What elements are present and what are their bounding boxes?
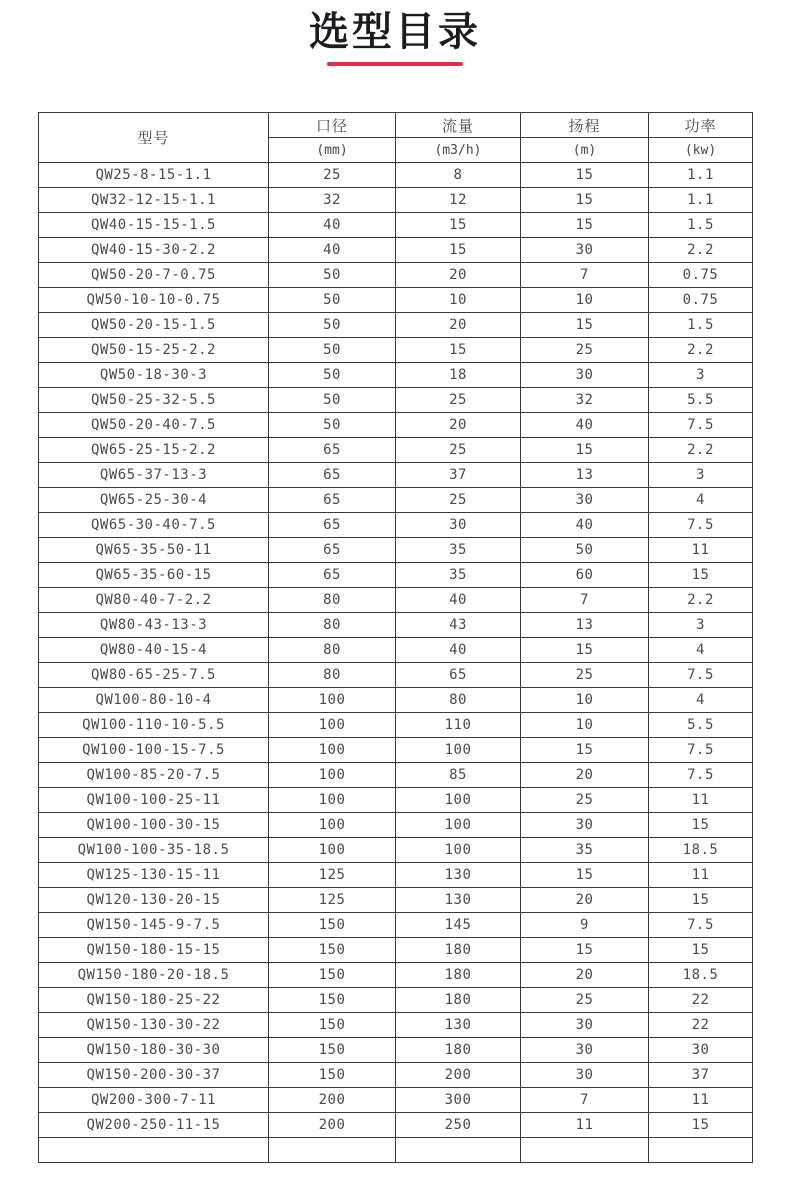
cell-flow: 18 [396,363,521,388]
cell-power: 1.5 [649,213,753,238]
cell-flow: 25 [396,488,521,513]
cell-model: QW65-35-60-15 [39,563,269,588]
table-row [39,613,753,638]
cell-flow: 85 [396,763,521,788]
table-row [39,988,753,1013]
cell-head: 25 [521,988,649,1013]
table-row [39,313,753,338]
cell-diameter: 25 [269,163,396,188]
cell-head: 10 [521,288,649,313]
cell-head: 13 [521,463,649,488]
cell-model: QW150-180-30-30 [39,1038,269,1063]
cell-power: 30 [649,1038,753,1063]
cell-head: 15 [521,313,649,338]
cell-head: 7 [521,263,649,288]
cell-power: 15 [649,563,753,588]
cell-head: 30 [521,1038,649,1063]
cell-flow: 180 [396,963,521,988]
cell-diameter: 50 [269,288,396,313]
table-row [39,763,753,788]
cell-model: QW80-65-25-7.5 [39,663,269,688]
cell-power: 18.5 [649,838,753,863]
cell-flow: 100 [396,838,521,863]
cell-diameter: 100 [269,688,396,713]
table-header [39,113,753,163]
title-underline [327,62,463,66]
cell-diameter: 150 [269,938,396,963]
header-power: 功率 [649,113,753,138]
cell-power: 7.5 [649,513,753,538]
cell-diameter: 100 [269,713,396,738]
cell-head: 30 [521,363,649,388]
cell-flow: 43 [396,613,521,638]
cell-model: QW40-15-30-2.2 [39,238,269,263]
selection-table [38,112,753,1163]
cell-model: QW150-200-30-37 [39,1063,269,1088]
cell-power: 1.1 [649,163,753,188]
table-row [39,638,753,663]
cell-model: QW65-37-13-3 [39,463,269,488]
cell-flow: 20 [396,263,521,288]
cell-head: 15 [521,738,649,763]
cell-flow: 200 [396,1063,521,1088]
cell-flow: 37 [396,463,521,488]
table-row [39,388,753,413]
cell-head: 25 [521,663,649,688]
table-row [39,513,753,538]
cell-diameter: 150 [269,913,396,938]
cell-head: 15 [521,213,649,238]
cell-head: 40 [521,513,649,538]
page-title: 选型目录 [309,9,481,55]
cell-flow: 100 [396,813,521,838]
cell-diameter: 150 [269,988,396,1013]
cell-power: 2.2 [649,588,753,613]
cell-power: 5.5 [649,388,753,413]
table-row [39,463,753,488]
cell-power: 0.75 [649,288,753,313]
cell-flow: 40 [396,588,521,613]
cell-diameter: 65 [269,488,396,513]
table-row [39,288,753,313]
cell-power [649,1138,753,1163]
cell-head: 10 [521,713,649,738]
table-row [39,213,753,238]
cell-model: QW40-15-15-1.5 [39,213,269,238]
cell-model: QW80-43-13-3 [39,613,269,638]
cell-diameter: 150 [269,963,396,988]
cell-model: QW100-85-20-7.5 [39,763,269,788]
header-head: 扬程 [521,113,649,138]
cell-flow: 8 [396,163,521,188]
table-row [39,363,753,388]
cell-model: QW125-130-15-11 [39,863,269,888]
cell-model: QW100-110-10-5.5 [39,713,269,738]
cell-power: 1.5 [649,313,753,338]
cell-flow: 35 [396,563,521,588]
cell-model: QW100-100-15-7.5 [39,738,269,763]
cell-head: 30 [521,238,649,263]
table-row [39,438,753,463]
cell-diameter: 150 [269,1063,396,1088]
cell-model: QW100-100-35-18.5 [39,838,269,863]
cell-head: 30 [521,1013,649,1038]
cell-model: QW50-10-10-0.75 [39,288,269,313]
cell-model: QW50-20-15-1.5 [39,313,269,338]
cell-head: 15 [521,438,649,463]
table-row [39,663,753,688]
cell-model: QW65-30-40-7.5 [39,513,269,538]
cell-head: 15 [521,638,649,663]
table-row [39,563,753,588]
cell-power: 3 [649,463,753,488]
cell-power: 11 [649,788,753,813]
table-row [39,588,753,613]
cell-diameter: 50 [269,313,396,338]
cell-flow: 80 [396,688,521,713]
cell-head: 10 [521,688,649,713]
cell-flow: 110 [396,713,521,738]
table-row-clipped [39,1138,753,1163]
header-power-unit: (kw) [649,138,753,163]
cell-model: QW50-20-40-7.5 [39,413,269,438]
cell-power: 37 [649,1063,753,1088]
cell-diameter: 40 [269,213,396,238]
cell-flow: 180 [396,1038,521,1063]
cell-flow: 130 [396,888,521,913]
cell-power: 4 [649,488,753,513]
cell-head: 13 [521,613,649,638]
cell-flow: 15 [396,213,521,238]
cell-diameter: 65 [269,438,396,463]
cell-flow: 10 [396,288,521,313]
cell-power: 7.5 [649,413,753,438]
cell-diameter: 50 [269,263,396,288]
cell-model: QW65-35-50-11 [39,538,269,563]
cell-power: 7.5 [649,663,753,688]
cell-flow: 15 [396,238,521,263]
cell-diameter: 80 [269,613,396,638]
cell-flow: 180 [396,938,521,963]
table-row [39,738,753,763]
cell-diameter: 125 [269,863,396,888]
header-label-row [39,113,753,138]
cell-diameter: 80 [269,638,396,663]
cell-diameter: 100 [269,738,396,763]
cell-head: 20 [521,888,649,913]
header-flow: 流量 [396,113,521,138]
cell-diameter: 32 [269,188,396,213]
cell-flow: 12 [396,188,521,213]
table-row [39,1063,753,1088]
cell-model: QW50-18-30-3 [39,363,269,388]
cell-model: QW80-40-7-2.2 [39,588,269,613]
table-row [39,1088,753,1113]
cell-power: 2.2 [649,338,753,363]
cell-model: QW150-180-15-15 [39,938,269,963]
header-flow-unit: (m3/h) [396,138,521,163]
cell-head: 25 [521,788,649,813]
cell-power: 22 [649,1013,753,1038]
table-row [39,963,753,988]
table-row [39,1113,753,1138]
cell-flow: 100 [396,788,521,813]
cell-head: 25 [521,338,649,363]
cell-model: QW65-25-15-2.2 [39,438,269,463]
cell-power: 1.1 [649,188,753,213]
cell-power: 11 [649,1088,753,1113]
cell-power: 7.5 [649,738,753,763]
cell-diameter: 80 [269,663,396,688]
cell-diameter: 65 [269,463,396,488]
cell-power: 11 [649,538,753,563]
cell-head: 40 [521,413,649,438]
cell-power: 3 [649,613,753,638]
cell-flow: 20 [396,313,521,338]
cell-model: QW150-180-25-22 [39,988,269,1013]
cell-diameter: 150 [269,1013,396,1038]
cell-model: QW200-250-11-15 [39,1113,269,1138]
cell-head: 20 [521,763,649,788]
cell-power: 4 [649,638,753,663]
cell-diameter: 100 [269,838,396,863]
cell-head: 7 [521,1088,649,1113]
table-row [39,888,753,913]
cell-model [39,1138,269,1163]
cell-model: QW50-20-7-0.75 [39,263,269,288]
cell-power: 4 [649,688,753,713]
cell-flow: 25 [396,438,521,463]
cell-model: QW65-25-30-4 [39,488,269,513]
table-row [39,238,753,263]
cell-head: 35 [521,838,649,863]
cell-model: QW100-100-30-15 [39,813,269,838]
cell-power: 3 [649,363,753,388]
table-row [39,913,753,938]
cell-head: 60 [521,563,649,588]
cell-power: 15 [649,813,753,838]
cell-power: 22 [649,988,753,1013]
cell-model: QW50-25-32-5.5 [39,388,269,413]
cell-diameter: 50 [269,413,396,438]
cell-diameter: 50 [269,388,396,413]
header-model: 型号 [39,113,269,163]
cell-diameter: 65 [269,563,396,588]
cell-head: 15 [521,938,649,963]
table-row [39,813,753,838]
cell-power: 15 [649,938,753,963]
cell-head: 50 [521,538,649,563]
cell-diameter: 40 [269,238,396,263]
cell-head: 15 [521,163,649,188]
cell-model: QW32-12-15-1.1 [39,188,269,213]
cell-model: QW150-180-20-18.5 [39,963,269,988]
header-diameter-unit: (mm) [269,138,396,163]
table-body [39,163,753,1163]
header-diameter: 口径 [269,113,396,138]
cell-power: 2.2 [649,238,753,263]
cell-flow: 145 [396,913,521,938]
cell-head: 15 [521,863,649,888]
cell-model: QW150-145-9-7.5 [39,913,269,938]
cell-flow: 35 [396,538,521,563]
cell-power: 7.5 [649,763,753,788]
cell-model: QW25-8-15-1.1 [39,163,269,188]
cell-diameter: 200 [269,1113,396,1138]
cell-model: QW100-80-10-4 [39,688,269,713]
cell-flow: 25 [396,388,521,413]
cell-head: 7 [521,588,649,613]
table-row [39,538,753,563]
table-row [39,863,753,888]
cell-flow: 250 [396,1113,521,1138]
table-row [39,263,753,288]
cell-diameter: 100 [269,763,396,788]
cell-model: QW50-15-25-2.2 [39,338,269,363]
cell-power: 15 [649,1113,753,1138]
table-row [39,938,753,963]
cell-flow: 20 [396,413,521,438]
catalog-page [0,8,790,1185]
table-row [39,188,753,213]
cell-model: QW150-130-30-22 [39,1013,269,1038]
cell-head: 30 [521,813,649,838]
cell-flow: 130 [396,863,521,888]
table-row [39,1038,753,1063]
cell-power: 18.5 [649,963,753,988]
cell-flow: 100 [396,738,521,763]
table-row [39,163,753,188]
cell-model: QW100-100-25-11 [39,788,269,813]
cell-flow: 40 [396,638,521,663]
cell-head [521,1138,649,1163]
cell-diameter: 150 [269,1038,396,1063]
cell-diameter: 80 [269,588,396,613]
table-row [39,713,753,738]
cell-model: QW200-300-7-11 [39,1088,269,1113]
cell-flow: 300 [396,1088,521,1113]
table-row [39,338,753,363]
cell-flow: 30 [396,513,521,538]
cell-model: QW120-130-20-15 [39,888,269,913]
cell-diameter: 50 [269,363,396,388]
cell-flow: 130 [396,1013,521,1038]
cell-diameter: 65 [269,538,396,563]
cell-power: 7.5 [649,913,753,938]
table-row [39,1013,753,1038]
table-row [39,788,753,813]
cell-diameter [269,1138,396,1163]
cell-flow: 180 [396,988,521,1013]
cell-head: 15 [521,188,649,213]
table-row [39,838,753,863]
cell-flow: 15 [396,338,521,363]
cell-head: 9 [521,913,649,938]
cell-model: QW80-40-15-4 [39,638,269,663]
cell-flow: 65 [396,663,521,688]
cell-power: 2.2 [649,438,753,463]
cell-power: 5.5 [649,713,753,738]
cell-head: 32 [521,388,649,413]
header-head-unit: (m) [521,138,649,163]
cell-power: 15 [649,888,753,913]
table-row [39,488,753,513]
cell-power: 11 [649,863,753,888]
cell-diameter: 100 [269,788,396,813]
table-row [39,413,753,438]
cell-head: 20 [521,963,649,988]
cell-diameter: 50 [269,338,396,363]
cell-diameter: 100 [269,813,396,838]
table-row [39,688,753,713]
cell-power: 0.75 [649,263,753,288]
cell-diameter: 200 [269,1088,396,1113]
cell-diameter: 65 [269,513,396,538]
cell-flow [396,1138,521,1163]
cell-head: 11 [521,1113,649,1138]
cell-head: 30 [521,1063,649,1088]
cell-head: 30 [521,488,649,513]
cell-diameter: 125 [269,888,396,913]
